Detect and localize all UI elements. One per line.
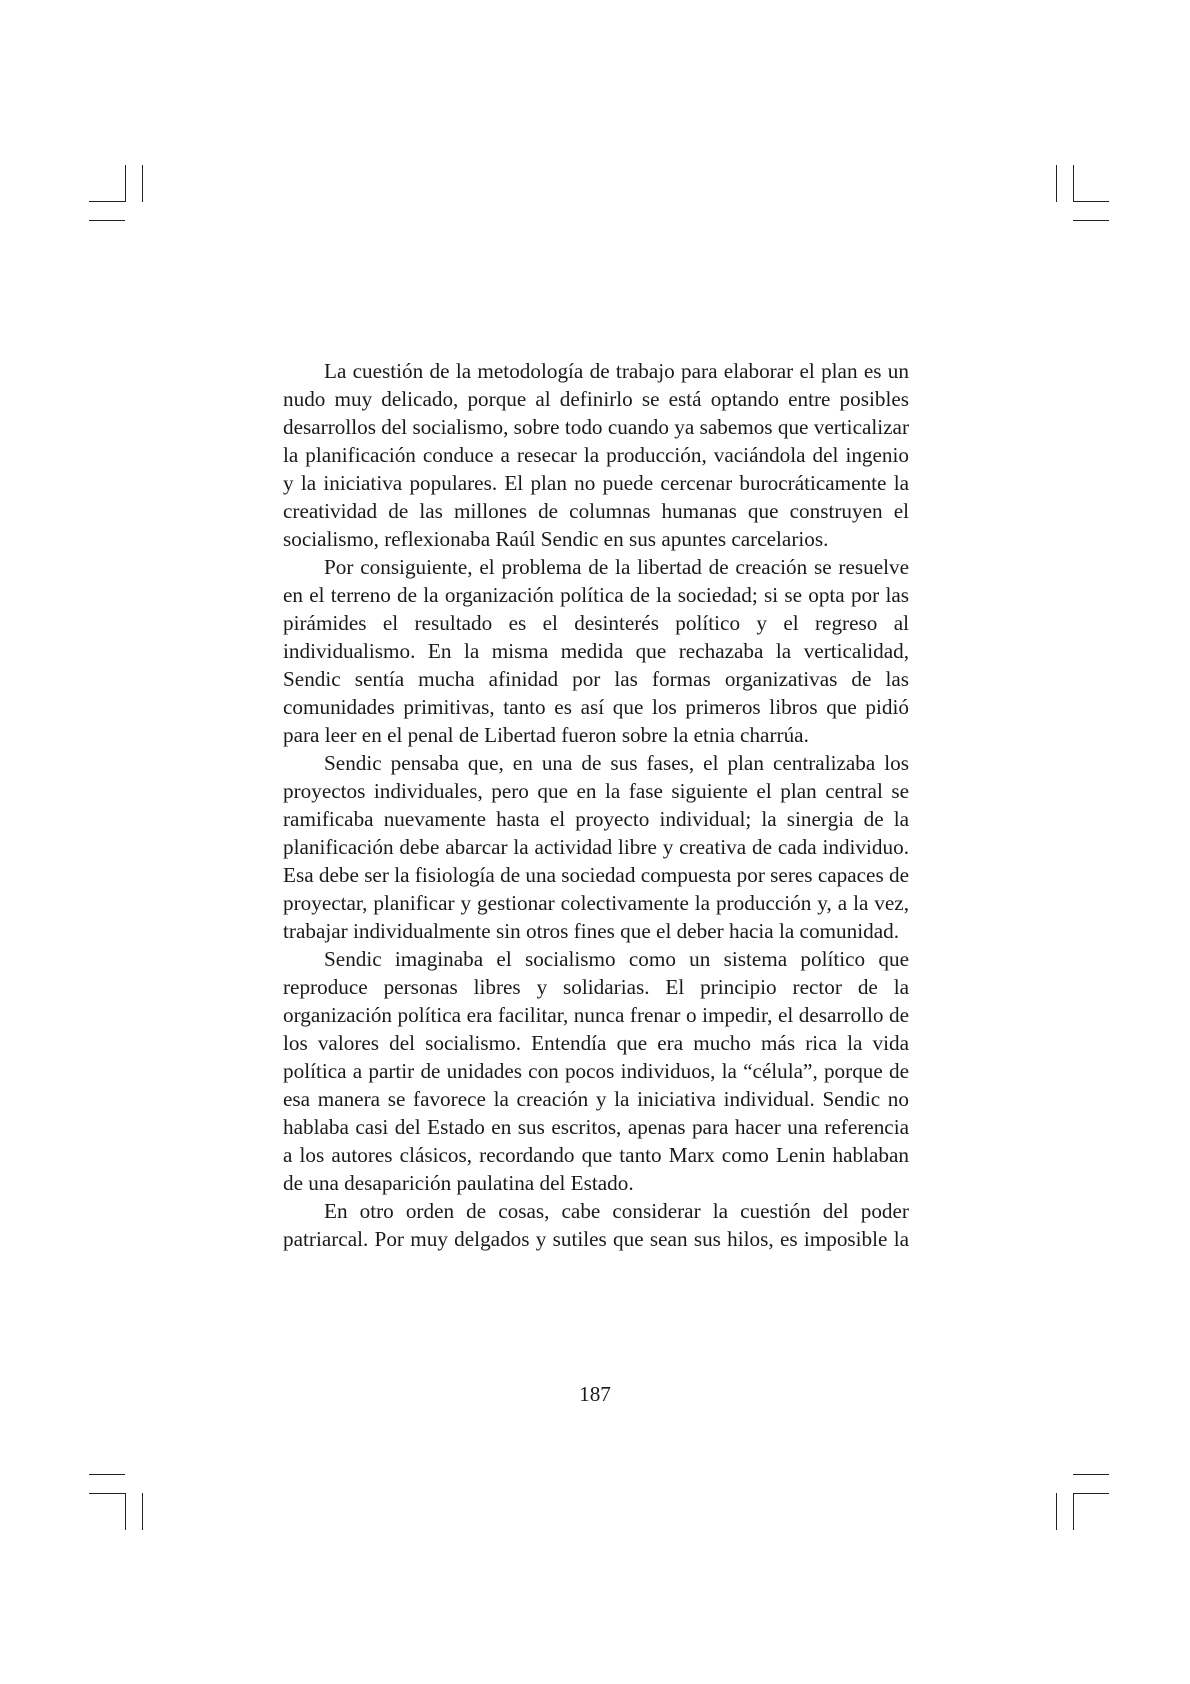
- crop-mark-top-left-horizontal-lower: [89, 220, 125, 221]
- crop-mark-top-right-horizontal-lower: [1073, 220, 1109, 221]
- crop-mark-bottom-left-horizontal-upper: [89, 1474, 125, 1475]
- crop-mark-top-left-horizontal-upper: [89, 201, 125, 202]
- paragraph-1: La cuestión de la metodología de trabajo para elaborar el plan es un nudo muy delicado, porque al definirlo se está optando entre posibles desarrollos del socialismo, sobre todo cuando ya sabemos que verticalizar la planificación conduce a resecar la producción, vaciándola del ingenio y la iniciativa populares. El plan no puede cercenar burocráticamente la creatividad de las millones de columnas humanas que construyen el socialismo, reflexionaba Raúl Sendic en sus apuntes carcelarios.: [283, 359, 910, 551]
- paragraph-5: En otro orden de cosas, cabe considerar la cuestión del poder patriarcal. Por muy delgados y sutiles que sean sus hilos, es imposible la: [283, 1199, 909, 1251]
- body-text: [283, 357, 909, 1253]
- paragraph-3: Sendic pensaba que, en una de sus fases, el plan centralizaba los proyectos individuales, pero que en la fase siguiente el plan central se ramificaba nuevamente hasta el proyecto individual; la sinergia de la planificación debe abarcar la actividad libre y creativa de cada individuo. Esa debe ser la fisiología de una sociedad compuesta por seres capaces de proyectar, planificar y gestionar colectivamente la producción y, a la vez, trabajar individualmente sin otros fines que el deber hacia la comunidad.: [283, 751, 909, 943]
- crop-mark-bottom-right-horizontal-lower: [1073, 1493, 1109, 1494]
- crop-mark-top-left-vertical-outer: [142, 165, 143, 202]
- crop-mark-bottom-right-vertical-inner: [1073, 1493, 1074, 1530]
- paragraph-4: Sendic imaginaba el socialismo como un sistema político que reproduce personas libres y solidarias. El principio rector de la organización política era facilitar, nunca frenar o impedir, el desarrollo de los valores del socialismo. Entendía que era mucho más rica la vida política a partir de unidades con pocos individuos, la “célula”, porque de esa manera se favorece la creación y la iniciativa individual. Sendic no hablaba casi del Estado en sus escritos, apenas para hacer una referencia a los autores clásicos, recordando que tanto Marx como Lenin hablaban de una desaparición paulatina del Estado.: [283, 947, 909, 1195]
- crop-mark-bottom-right-vertical-outer: [1056, 1493, 1057, 1530]
- crop-mark-top-left-vertical-inner: [125, 165, 126, 202]
- crop-mark-top-right-vertical-outer: [1056, 165, 1057, 202]
- crop-mark-bottom-right-horizontal-upper: [1073, 1474, 1109, 1475]
- crop-mark-bottom-left-vertical-inner: [125, 1493, 126, 1530]
- crop-mark-top-right-horizontal-upper: [1073, 201, 1109, 202]
- page-number: 187: [579, 1382, 611, 1406]
- crop-mark-bottom-left-horizontal-lower: [89, 1493, 125, 1494]
- crop-mark-bottom-left-vertical-outer: [142, 1493, 143, 1530]
- paragraph-2: Por consiguiente, el problema de la libertad de creación se resuelve en el terreno de la organización política de la sociedad; si se opta por las pirámides el resultado es el desinterés político y el regreso al individualismo. En la misma medida que rechazaba la verticalidad, Sendic sentía mucha afinidad por las formas organizativas de las comunidades primitivas, tanto es así que los primeros libros que pidió para leer en el penal de Libertad fueron sobre la etnia charrúa.: [283, 555, 909, 747]
- crop-mark-top-right-vertical-inner: [1073, 165, 1074, 202]
